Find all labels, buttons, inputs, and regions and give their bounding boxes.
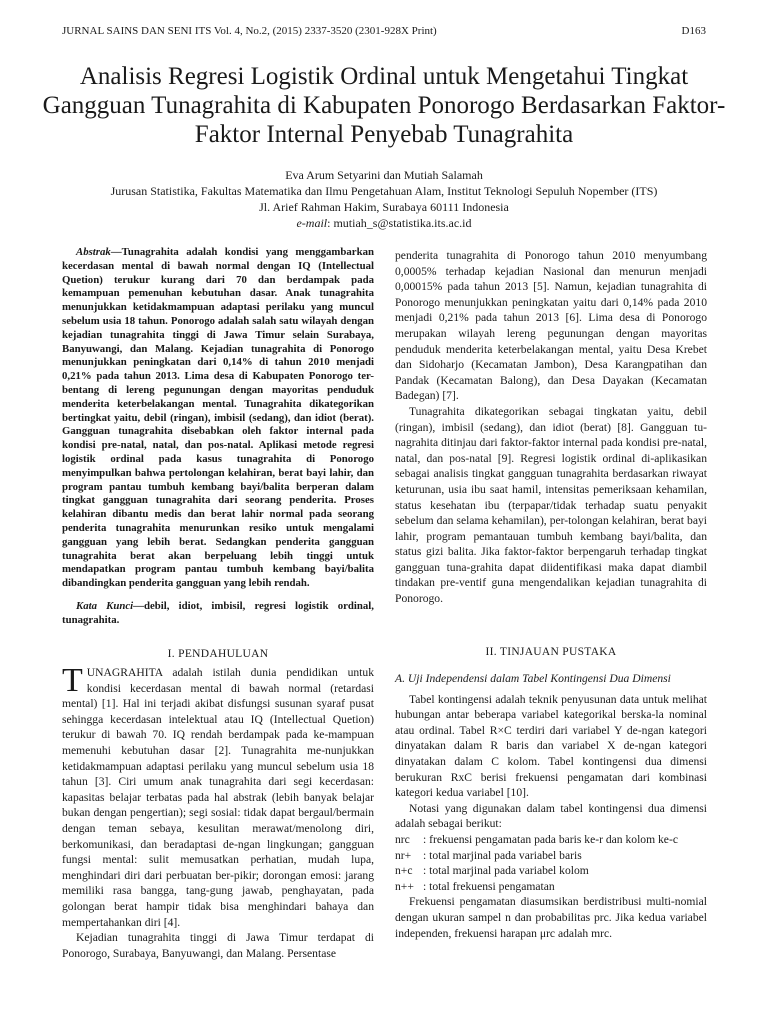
page-number: D163	[681, 25, 706, 37]
subsection-title-a: A. Uji Independensi dalam Tabel Kontingensi Dua Dimensi	[395, 672, 671, 685]
running-header	[62, 25, 706, 37]
affiliation-address: Jl. Arief Rahman Hakim, Surabaya 60111 Indonesia	[259, 200, 509, 214]
right-column-bottom	[395, 671, 707, 941]
drop-cap: T	[62, 662, 83, 699]
email-address: : mutiah_s@statistika.its.ac.id	[327, 216, 472, 230]
paper-title: Analisis Regresi Logistik Ordinal untuk Mengetahui Tingkat Gangguan Tunagrahita di Kabupaten Ponorogo Berdasarkan Faktor-Faktor Internal Penyebab Tunagrahita	[42, 63, 726, 148]
intro-text: adalah istilah dunia pendidikan untuk kondisi kecerdasan mental di bawah normal (retardasi mental) [1]. Hal ini terjadi akibat disfungsi susunan syaraf pusat sehingga kecerdasan intelektual atau IQ (Intellectual Quetion) terukur di bawah 70. IQ rendah berdampak pada ke-mampuan memenuhi kebutuhan dasar [2]. Tunagrahita me-nunjukkan ketidakmampuan adaptasi perilaku yang muncul sebelum usia 18 tahun [3]. Ciri umum anak tunagrahita dari segi kecerdasan: kapasitas belajar terbatas pada hal abstrak (lebih banyak belajar bukan dengan pengertian); segi sosial: tidak dapat bergaul/bermain dengan teman sebaya, kesulitan merawat/menolong diri, berkomunikasi, dan beradaptasi de-ngan lingkungan; gangguan fungsi mental: sulit memusatkan perhatian, mudah lupa, menghindari diri dari perbuatan ber-pikir; dorongan emosi: jarang memiliki rasa bangga, tang-gung jawab, penghayatan, pada golongan berat hampir tidak bisa menghindari bahaya dan mempertahankan diri [4].	[62, 666, 374, 929]
introduction-body	[62, 662, 374, 961]
email-line	[40, 216, 728, 231]
section-title-literature: II. TINJAUAN PUSTAKA	[485, 646, 617, 658]
right-column-top	[395, 248, 707, 607]
keywords-label: Kata Kunci	[76, 600, 134, 612]
affiliation-institution: Jurusan Statistika, Fakultas Matematika dan Ilmu Pengetahuan Alam, Institut Teknologi Sepuluh Nopember (ITS)	[110, 184, 658, 198]
intro-caps: UNAGRAHITA	[86, 666, 163, 679]
right-paragraph-4: Notasi yang digunakan dalam tabel kontingensi dua dimensi adalah sebagai berikut:	[395, 801, 707, 831]
notation-item: n+c : total marjinal pada variabel kolom	[395, 864, 589, 878]
email-label: e-mail	[296, 216, 328, 230]
journal-name: JURNAL SAINS DAN SENI ITS Vol. 4, No.2, (2015) 2337-3520 (2301-928X Print)	[62, 25, 437, 37]
keywords	[62, 600, 374, 628]
authors: Eva Arum Setyarini dan Mutiah Salamah	[285, 168, 483, 182]
introduction-paragraph-2: Kejadian tunagrahita tinggi di Jawa Timur terdapat di Ponorogo, Surabaya, Banyuwangi, dan Malang. Persentase	[62, 931, 374, 960]
notation-item: nr+ : total marjinal pada variabel baris	[395, 848, 582, 862]
abstract	[62, 246, 374, 591]
affiliation	[40, 183, 728, 215]
keywords-text: —debil, idiot, imbisil, regresi logistik ordinal, tunagrahita.	[62, 600, 374, 626]
right-paragraph-5: Frekuensi pengamatan diasumsikan berdistribusi multi-nomial dengan ukuran sampel n dan probabilitas prc. Jika kedua variabel independen, frekuensi harapan μrc adalah mrc.	[395, 895, 707, 940]
notation-list	[395, 832, 707, 894]
right-paragraph-2: Tunagrahita dikategorikan sebagai tingkatan yaitu, debil (ringan), imbisil (sedang), dan idiot (berat) [8]. Gangguan tu-nagrahita ditinjau dari faktor-faktor internal pada kondisi pre-natal, natal, dan pos-natal [9]. Regresi logistik ordinal di-aplikasikan sebagai analisis tingkat gangguan tunagrahita berdasarkan riwayat keturunan, usia ibu saat hamil, intensitas pemeriksaan kehamilan, status kesehatan ibu (terpapar/tidak terhadap suatu penyakit sebelum dan selama kehamilan), per-tolongan kelahiran, berat bayi lahir, program pemantauan tumbuh kembang bayi/balita, dan status gizi balita. Jika faktor-faktor berpengaruh terhadap tingkat gangguan tuna-grahita dapat diidentifikasi maka dapat diambil tindakan pre-ventif guna mengendalikan kejadian tunagrahita di Ponorogo.	[395, 404, 707, 606]
right-paragraph-3: Tabel kontingensi adalah teknik penyusunan data untuk melihat hubungan antar beberapa variabel kategorikal berska-la nominal atau ordinal. Tabel R×C terdiri dari variabel Y de-ngan kategori dinyatakan dalam R baris dan variabel X de-ngan kategori dinyatakan dalam C kolom. Tabel kontingensi dua dimensi berukuran RxC berisi frekuensi pengamatan dari kombinasi kategori kedua variabel [10].	[395, 692, 707, 800]
abstract-text: —Tunagrahita adalah kondisi yang menggambarkan kecerdasan mental di bawah normal dengan IQ (Intellectual Quetion) terukur kurang dari 70 dan berdampak pada kemampuan pemenuhan kebutuhan dasar. Anak tunagrahita menunjukkan ketidakmampuan adaptasi perilaku yang muncul sebelum usia 18 tahun. Ponorogo adalah salah satu wilayah dengan kejadian tunagrahita tinggi di Jawa Timur selain Surabaya, Banyuwangi, dan Malang. Kejadian tunagrahita di Ponorogo menunjukkan peningkatan dari 0,14% di tahun 2010 menjadi 0,21% pada tahun 2013. Lima desa di Kabupaten Ponorogo ter-bentang di lereng pegunungan dengan mayoritas penduduk menderita keterbelakangan mental. Tunagrahita dikategorikan bertingkat yaitu, debil (ringan), imbisil (sedang), dan idiot (berat). Gangguan tunagrahita disebabkan oleh faktor internal pada kondisi pre-natal, natal, dan pos-natal. Aplikasi metode regresi logistik ordinal pada kasus tunagrahita di Ponorogo menyimpulkan bahwa pertolongan kelahiran, berat bayi lahir, dan program pantau tumbuh kembang bayi/balita berperan dalam tingkat gangguan tunagrahita dari seorang penderita. Proses kelahiran dibantu medis dan berat lahir normal pada seorang penderita tunagrahita menurunkan resiko untuk mengalami gangguan yang lebih berat. Sedangkan penderita gangguan tunagrahita berat akan berpeluang lebih tinggi untuk mendapatkan program pantau tumbuh kembang bayi/balita dibandingkan penderita gangguan yang lebih rendah.	[62, 246, 374, 590]
section-title-introduction: I. PENDAHULUAN	[167, 648, 269, 660]
notation-item: nrc : frekuensi pengamatan pada baris ke-r dan kolom ke-c	[395, 832, 678, 846]
notation-item: n++ : total frekuensi pengamatan	[395, 879, 555, 893]
introduction-paragraph-1	[62, 662, 374, 930]
right-paragraph-1: penderita tunagrahita di Ponorogo tahun 2010 menyumbang 0,0005% terhadap kejadian Nasional dan menurun menjadi 0,00015% pada tahun 2013 [5]. Namun, kejadian tunagrahita di Ponorogo menunjukkan peningkatan yaitu dari 0,14% pada 2010 menjadi 0,21% pada tahun 2013 [6]. Lima desa di Ponorogo merupakan wilayah lereng pegunungan dengan mayoritas penduduk menderita keterbelakangan mental, yaitu Desa Krebet dan Sidoharjo (Kecamatan Jambon), Desa Karangpatihan dan Pandak (Kecamatan Balong), dan Desa Dayakan (Kecamatan Badegan) [7].	[395, 249, 707, 403]
abstract-label: Abstrak	[76, 246, 111, 258]
